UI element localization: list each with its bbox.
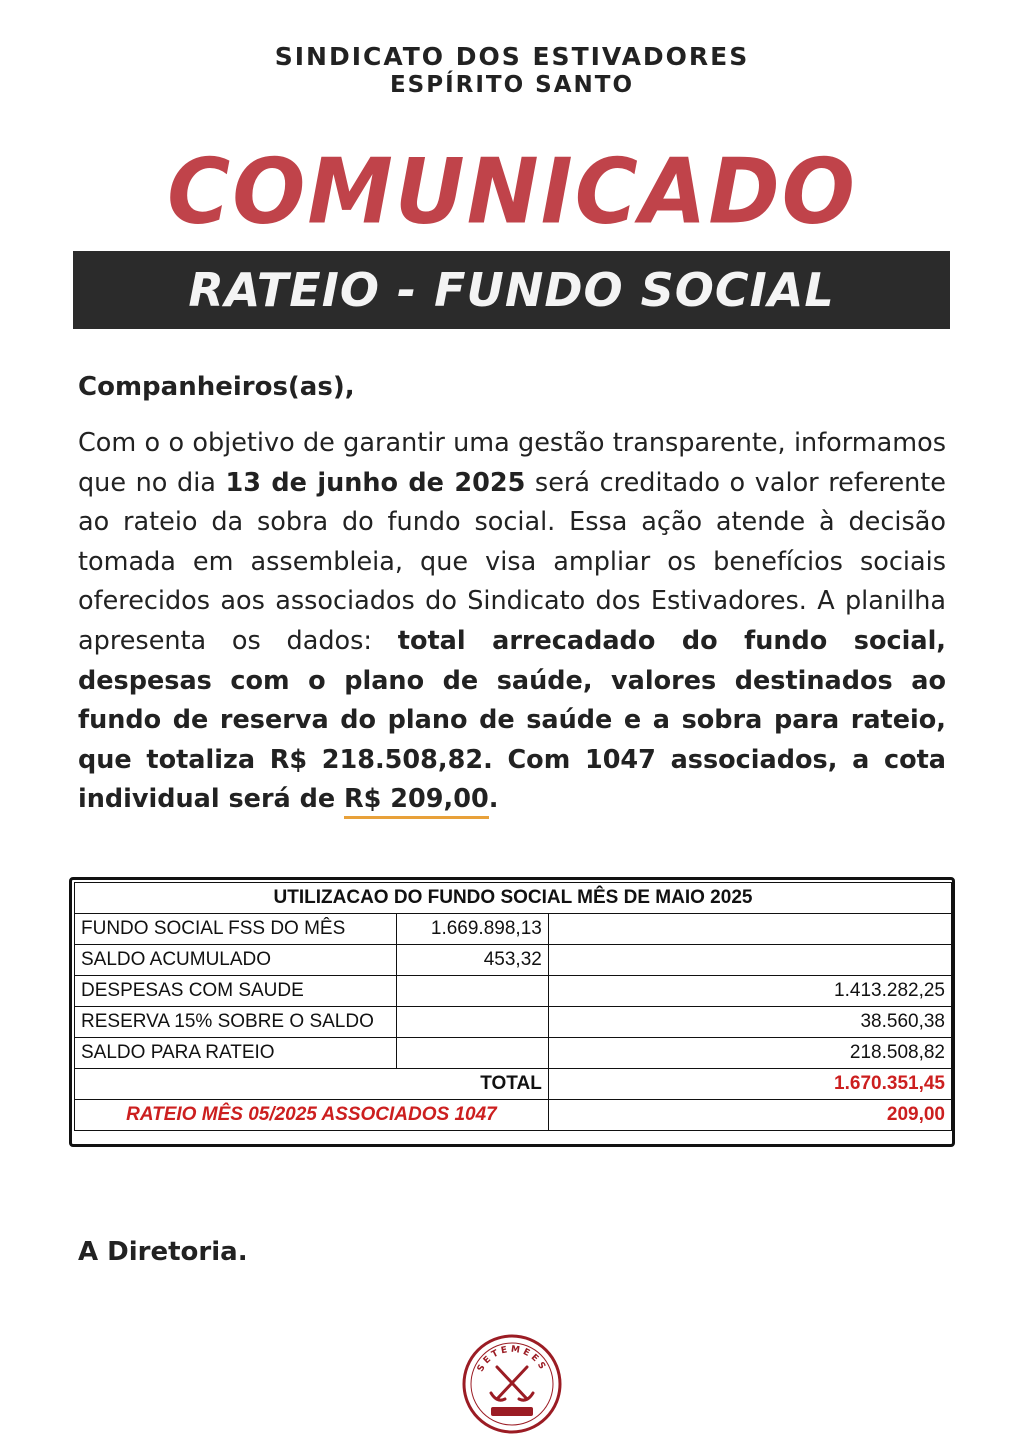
- row-value-col3: [548, 914, 951, 945]
- greeting: Companheiros(as),: [78, 372, 355, 402]
- row-value-col3: 218.508,82: [548, 1038, 951, 1069]
- table-row: [75, 914, 952, 945]
- row-label: DESPESAS COM SAUDE: [75, 976, 397, 1007]
- total-row: [75, 1069, 952, 1100]
- table-row: [75, 945, 952, 976]
- row-value-col2: 453,32: [396, 945, 548, 976]
- letter-text-1: Com o o objetivo de garantir uma gestão transparente, informamos que no dia: [78, 428, 946, 498]
- letter-body: [78, 424, 946, 820]
- row-value-col3: 38.560,38: [548, 1007, 951, 1038]
- row-value-col3: [548, 945, 951, 976]
- row-label: FUNDO SOCIAL FSS DO MÊS: [75, 914, 397, 945]
- table-row: [75, 1007, 952, 1038]
- table-row: [75, 1038, 952, 1069]
- letter-text-2: será creditado o valor referente ao rateio da sobra do fundo social. Essa ação atende à decisão tomada em assembleia, que visa ampliar os benefícios sociais oferecidos aos associados do Sindicato dos Estivadores. A planilha apresenta os dados:: [78, 467, 946, 656]
- row-value-col2: 1.669.898,13: [396, 914, 548, 945]
- subtitle-bar: RATEIO - FUNDO SOCIAL: [73, 251, 950, 329]
- anchors-handshake-seal-icon: [461, 1333, 563, 1435]
- total-label: TOTAL: [75, 1069, 549, 1100]
- table-title: UTILIZACAO DO FUNDO SOCIAL MÊS DE MAIO 2025: [75, 883, 952, 914]
- org-name: SINDICATO DOS ESTIVADORES: [274, 42, 750, 71]
- row-value-col2: [396, 1038, 548, 1069]
- svg-text:SETEMEES: [476, 1345, 548, 1374]
- individual-quota: R$ 209,00: [344, 784, 489, 819]
- rateio-label: RATEIO MÊS 05/2025 ASSOCIADOS 1047: [75, 1100, 549, 1131]
- table-row: [75, 976, 952, 1007]
- row-label: RESERVA 15% SOBRE O SALDO: [75, 1007, 397, 1038]
- rateio-value: 209,00: [548, 1100, 951, 1131]
- fund-table: [69, 877, 955, 1147]
- rateio-row: [75, 1100, 952, 1131]
- seal-text: SETEMEES: [475, 1344, 549, 1374]
- org-state: ESPÍRITO SANTO: [389, 72, 635, 98]
- letter-period: .: [488, 784, 499, 815]
- row-value-col2: [396, 976, 548, 1007]
- table-title-row: [75, 883, 952, 914]
- total-value: 1.670.351,45: [548, 1069, 951, 1100]
- row-label: SALDO ACUMULADO: [75, 945, 397, 976]
- row-value-col2: [396, 1007, 548, 1038]
- row-value-col3: 1.413.282,25: [548, 976, 951, 1007]
- credit-date: 13 de junho de 2025: [225, 467, 526, 498]
- row-label: SALDO PARA RATEIO: [75, 1038, 397, 1069]
- headline: COMUNICADO: [167, 139, 857, 245]
- letter-bold-summary: total arrecadado do fundo social, despesas com o plano de saúde, valores destinados ao fundo de reserva do plano de saúde e a sobra para rateio, que totaliza R$ 218.508,82. Com 1047 associados, a cota individual será de: [78, 625, 946, 815]
- signoff: A Diretoria.: [78, 1237, 248, 1267]
